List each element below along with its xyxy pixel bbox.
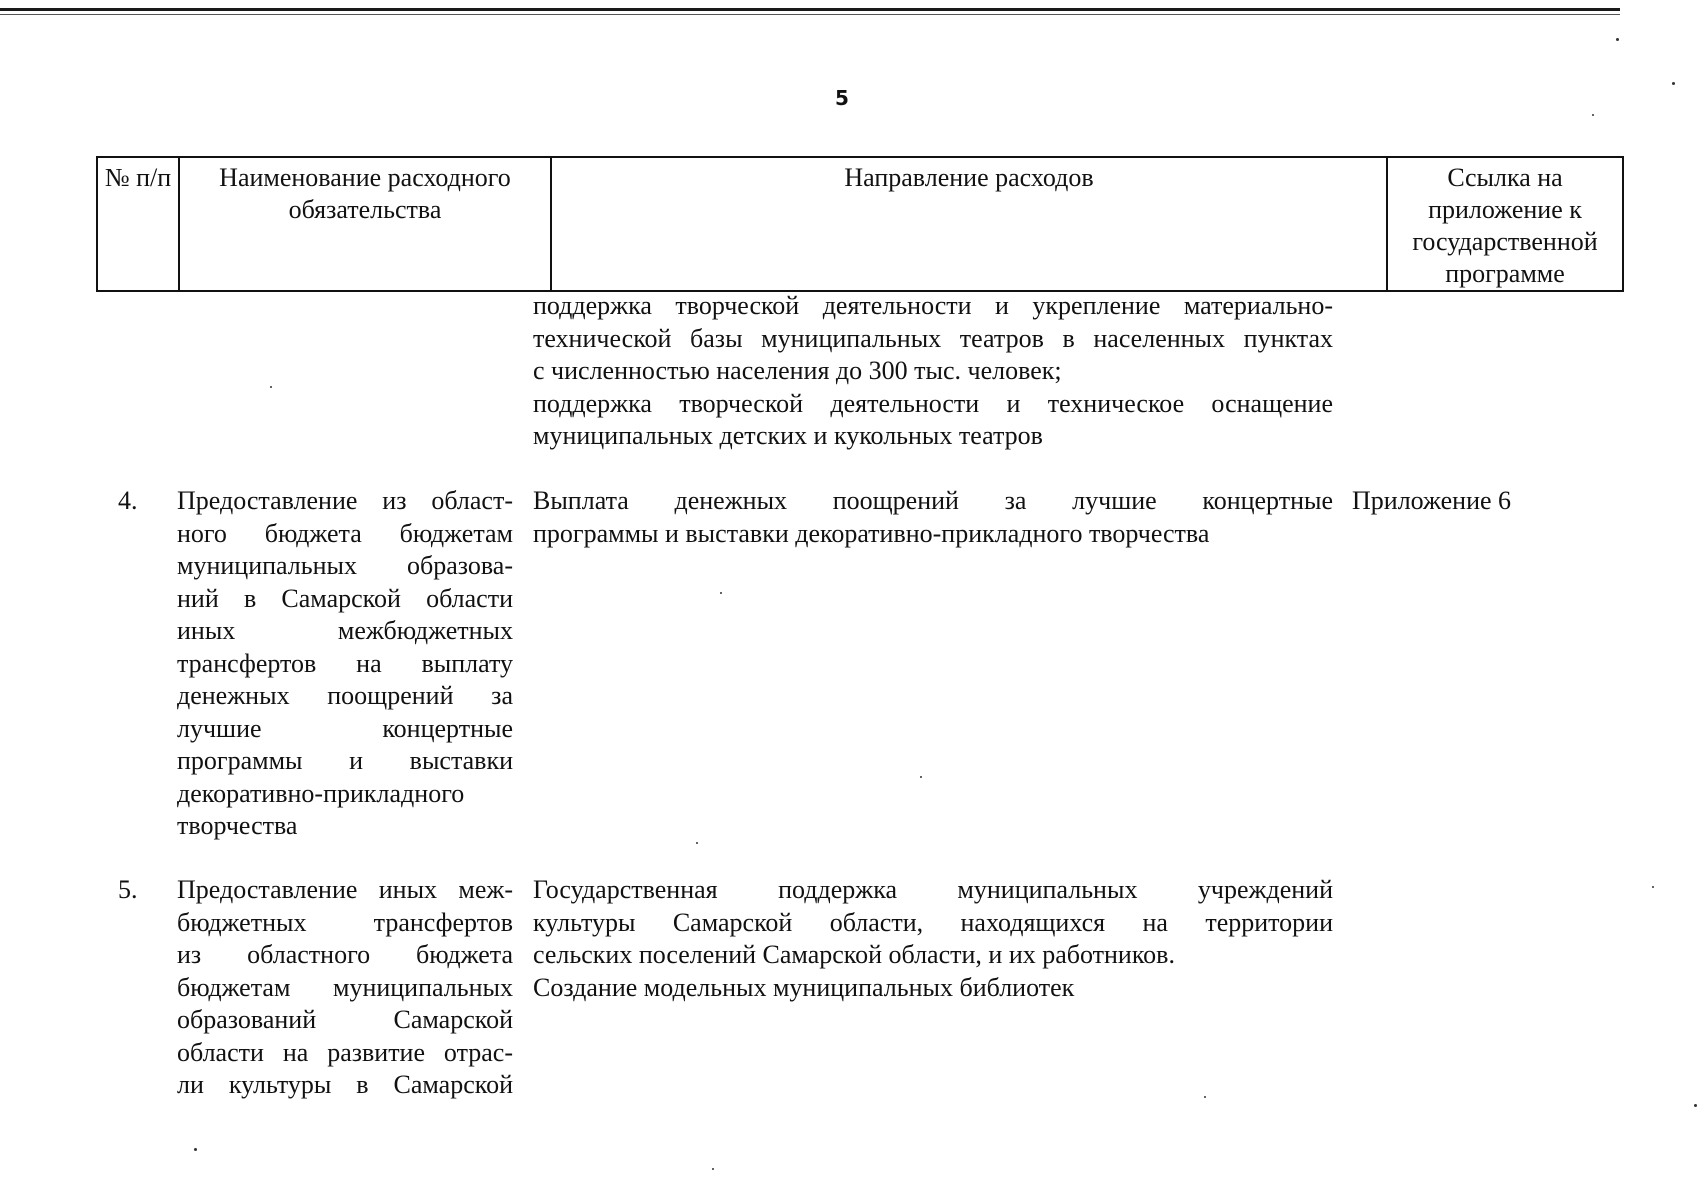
direction-line: с численностью населения до 300 тыс. человек; <box>533 356 1062 385</box>
direction-line: поддержка творческой деятельности и техническое оснащение <box>533 388 1333 418</box>
name-line: из областного бюджета <box>177 940 513 969</box>
scan-speck <box>194 1148 197 1151</box>
scan-speck <box>720 592 722 594</box>
name-line: программы и выставки <box>177 746 513 775</box>
direction-line: Выплата денежных поощрений за лучшие концертные <box>533 486 1333 515</box>
name-line: ли культуры в Самарской <box>177 1070 513 1099</box>
direction-line: технической базы муниципальных театров в населенных пунктах <box>533 323 1333 353</box>
direction-line: Государственная поддержка муниципальных учреждений <box>533 875 1333 904</box>
row-4-reference: Приложение 6 <box>1352 486 1512 515</box>
direction-line: сельских поселений Самарской области, и их работников. <box>533 940 1175 969</box>
scan-speck <box>696 842 698 844</box>
name-line: образований Самарской <box>177 1005 513 1034</box>
name-line: Предоставление иных меж- <box>177 875 513 904</box>
row-4-number: 4. <box>118 486 138 515</box>
direction-line: муниципальных детских и кукольных театров <box>533 421 1043 450</box>
page-number: 5 <box>835 86 849 110</box>
header-name-cell <box>179 157 551 291</box>
scan-speck <box>1694 1104 1697 1107</box>
header-reference-label: Ссылка на приложение к государственной программе <box>1412 163 1598 288</box>
header-direction-cell <box>551 157 1387 291</box>
name-line: бюджетных трансфертов <box>177 907 513 937</box>
scan-speck <box>1204 1096 1206 1098</box>
scan-speck <box>1652 886 1654 888</box>
top-border-line-thin <box>0 14 1620 15</box>
name-line: трансфертов на выплату <box>177 648 513 678</box>
table-header <box>96 156 1624 292</box>
direction-line: культуры Самарской области, находящихся на территории <box>533 907 1333 937</box>
header-num-label: № п/п <box>104 163 172 192</box>
continuation-direction <box>533 290 1333 453</box>
direction-line: программы и выставки декоративно-прикладного творчества <box>533 518 1210 548</box>
name-line: денежных поощрений за <box>177 681 513 710</box>
direction-line: Создание модельных муниципальных библиотек <box>533 972 1075 1002</box>
name-line: бюджетам муниципальных <box>177 972 513 1002</box>
header-name-label: Наименование расходного обязательства <box>219 163 511 224</box>
scan-speck <box>1592 114 1594 116</box>
scan-speck <box>920 776 922 778</box>
row-4-direction <box>533 485 1333 550</box>
header-direction-label: Направление расходов <box>844 163 1094 192</box>
top-border-line <box>0 8 1620 11</box>
row-4-name <box>177 485 513 843</box>
name-line: творчества <box>177 811 298 840</box>
direction-line: поддержка творческой деятельности и укрепление материально- <box>533 291 1333 320</box>
name-line: ний в Самарской области <box>177 583 513 613</box>
row-5-name <box>177 874 513 1102</box>
name-line: муниципальных образова- <box>177 551 513 580</box>
header-num-cell <box>97 157 179 291</box>
name-line: области на развитие отрас- <box>177 1037 513 1067</box>
scan-speck <box>1616 38 1619 41</box>
name-line: декоративно-прикладного <box>177 778 465 808</box>
row-5-number: 5. <box>118 875 138 904</box>
name-line: ного бюджета бюджетам <box>177 518 513 548</box>
scan-speck <box>712 1168 714 1170</box>
header-reference-cell <box>1387 157 1623 291</box>
name-line: Предоставление из област- <box>177 486 513 515</box>
name-line: лучшие концертные <box>177 713 513 743</box>
name-line: иных межбюджетных <box>177 616 513 645</box>
scan-speck <box>270 386 272 388</box>
row-5-direction <box>533 874 1333 1004</box>
scan-speck <box>1672 82 1675 85</box>
